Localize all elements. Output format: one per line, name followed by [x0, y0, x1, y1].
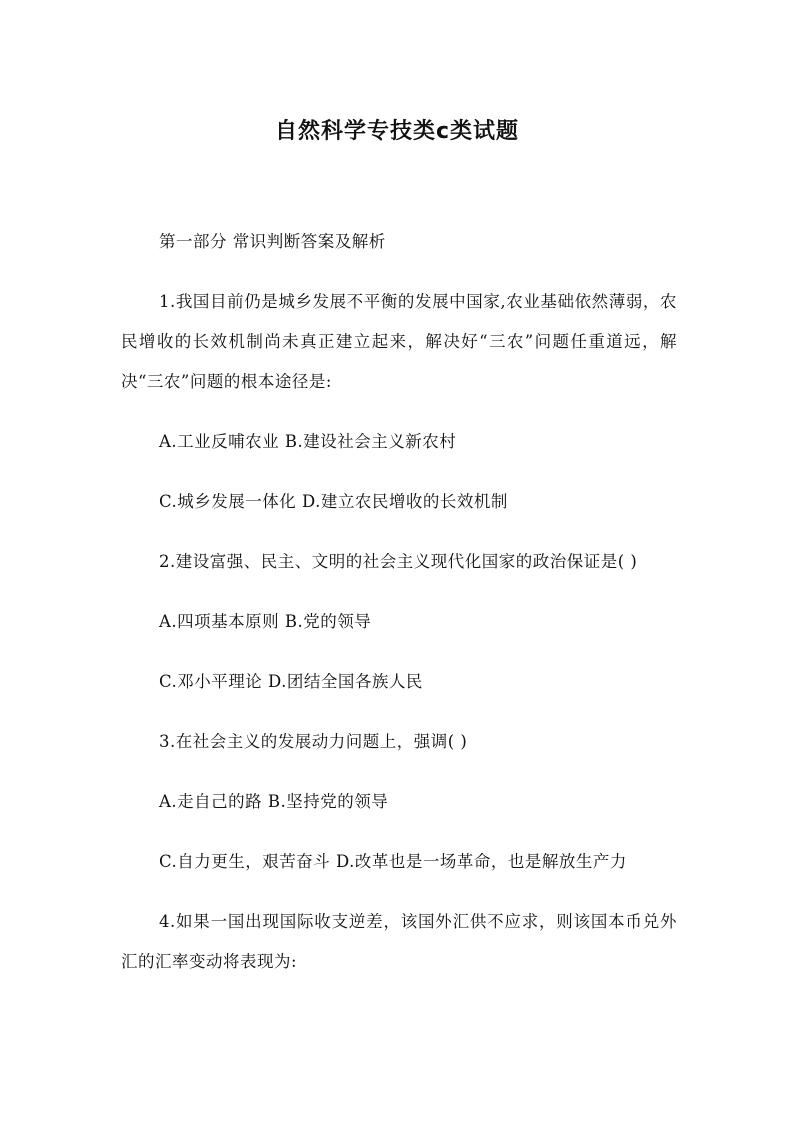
question-1-options-cd: C.城乡发展一体化 D.建立农民增收的长效机制 [159, 492, 508, 511]
question-2-options-ab: A.四项基本原则 B.党的领导 [159, 612, 372, 631]
question-2-options-cd: C.邓小平理论 D.团结全国各族人民 [159, 672, 423, 691]
question-3-options-ab: A.走自己的路 B.坚持党的领导 [159, 792, 389, 811]
question-3: 3.在社会主义的发展动力问题上，强调( ) [159, 732, 468, 751]
page-title: 自然科学专技类c类试题 [274, 118, 520, 144]
question-4: 4.如果一国出现国际收支逆差，该国外汇供不应求，则该国本币兑外汇的汇率变动将表现为: [121, 912, 677, 971]
question-1-options-ab: A.工业反哺农业 B.建设社会主义新农村 [159, 432, 457, 451]
question-1: 1.我国目前仍是城乡发展不平衡的发展中国家,农业基础依然薄弱，农民增收的长效机制尚未真正建立起来，解决好“三农”问题任重道远，解决“三农”问题的根本途径是: [121, 292, 677, 391]
section-heading: 第一部分 常识判断答案及解析 [159, 232, 386, 251]
question-3-options-cd: C.自力更生，艰苦奋斗 D.改革也是一场革命，也是解放生产力 [159, 852, 627, 871]
question-2: 2.建设富强、民主、文明的社会主义现代化国家的政治保证是( ) [159, 552, 638, 571]
